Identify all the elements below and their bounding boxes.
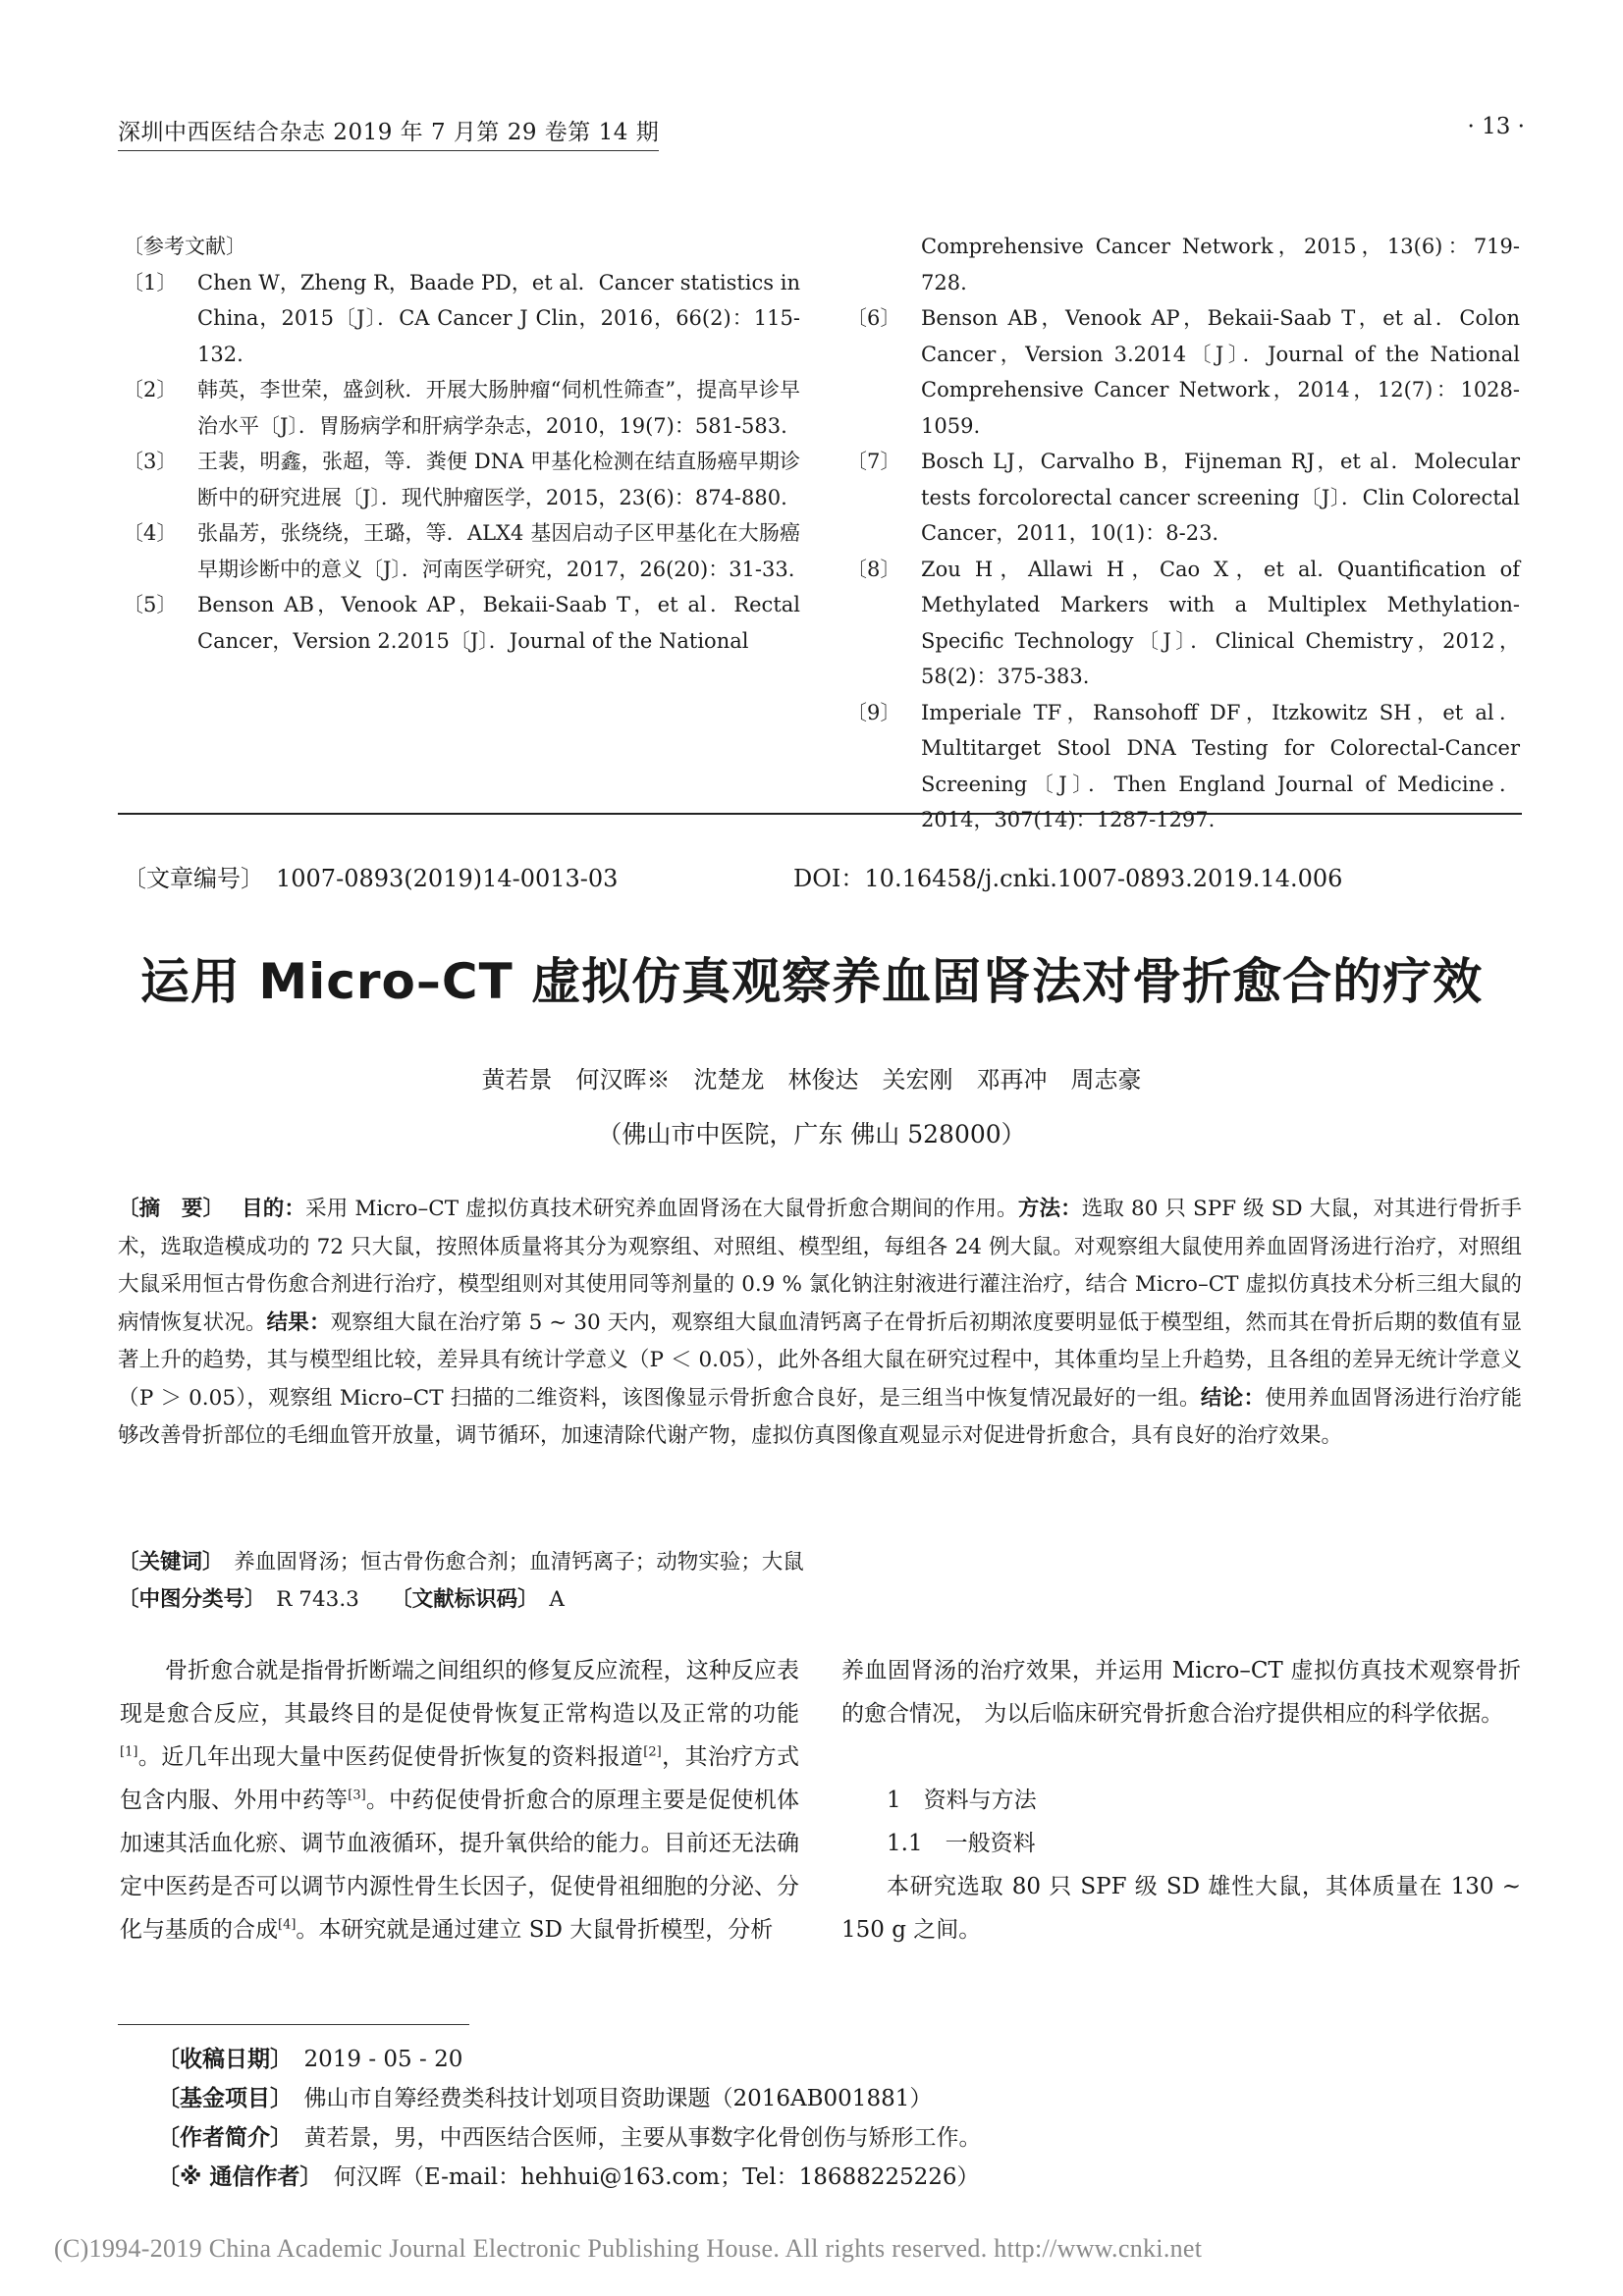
- reference-item: 〔9〕 Imperiale TF，Ransohoff DF，Itzkowitz SH，et al．Multitarget Stool DNA Testing for Colorectal-Cancer Screening〔J〕．Then England Journal of Medicine．2014，307(14)：1287-1297.: [846, 700, 1520, 831]
- references-right-column: [846, 229, 1520, 838]
- reference-item: 〔1〕 Chen W，Zheng R，Baade PD，et al．Cancer statistics in China，2015〔J〕．CA Cancer J Clin，2016，66(2)：115-132.: [123, 270, 800, 366]
- body-paragraph: 养血固肾汤的治疗效果，并运用 Micro–CT 虚拟仿真技术观察骨折的愈合情况， 为以后临床研究骨折愈合治疗提供相应的科学依据。: [841, 1658, 1521, 1727]
- citation-4[interactable]: [4]: [278, 1917, 297, 1933]
- citation-3[interactable]: [3]: [348, 1788, 366, 1803]
- affiliation: （佛山市中医院，广东 佛山 528000）: [597, 1120, 1026, 1148]
- reference-item: 〔2〕 韩英，李世荣，盛剑秋．开展大肠肿瘤“伺机性筛查”，提高早诊早治水平〔J〕．胃肠病学和肝病学杂志，2010，19(7)：581-583.: [123, 378, 800, 438]
- reference-continuation: Comprehensive Cancer Network，2015，13(6)：719-728.: [921, 235, 1520, 294]
- abstract-label: 〔摘 要〕: [118, 1197, 214, 1221]
- page-number: · 13 ·: [1467, 114, 1525, 139]
- body-right-column: [841, 1649, 1521, 1951]
- author-list: 黄若景 何汉晖※ 沈楚龙 林俊达 关宏刚 邓再冲 周志豪: [481, 1066, 1142, 1094]
- reference-item: 〔7〕 Bosch LJ，Carvalho B，Fijneman RJ，et al．Molecular tests forcolorectal cancer screening〔J〕．Clin Colorectal Cancer，2011，10(1)：8-23.: [846, 450, 1520, 545]
- citation-2[interactable]: [2]: [643, 1744, 662, 1760]
- body-paragraph: 本研究选取 80 只 SPF 级 SD 雄性大鼠，其体质量在 130 ~ 150 g 之间。: [841, 1874, 1521, 1943]
- footnote-correspondence: 〔※ 通信作者〕 何汉晖（E-mail：hehhui@163.com；Tel：18688225226）: [157, 2164, 980, 2190]
- body-left-column: 骨折愈合就是指骨折断端之间组织的修复反应流程，这种反应表现是愈合反应，其最终目的是促使骨恢复正常构造以及正常的功能[1]。近几年出现大量中医药促使骨折恢复的资料报道[2]，其治疗方式包含内服、外用中药等[3]。中药促使骨折愈合的原理主要是促使机体加速其活血化瘀、调节血液循环，提升氧供给的能力。目前还无法确定中医药是否可以调节内源性骨生长因子，促使骨祖细胞的分泌、分化与基质的合成[4]。本研究就是通过建立 SD 大鼠骨折模型，分析: [120, 1658, 800, 1943]
- copyright-notice: (C)1994-2019 China Academic Journal Electronic Publishing House. All rights reserved. http://www.cnki.net: [54, 2234, 1203, 2263]
- footnote-author: 〔作者简介〕 黄若景，男，中西医结合医师，主要从事数字化骨创伤与矫形工作。: [157, 2125, 982, 2151]
- classification-line: 〔中图分类号〕 R 743.3 〔文献标识码〕 A: [118, 1587, 565, 1612]
- reference-item: 〔4〕 张晶芳，张绕绕，王璐，等．ALX4 基因启动子区甲基化在大肠癌早期诊断中的意义〔J〕．河南医学研究，2017，26(20)：31-33.: [123, 521, 800, 581]
- footnote-fund: 〔基金项目〕 佛山市自筹经费类科技计划项目资助课题（2016AB001881）: [157, 2086, 933, 2111]
- running-header-journal: 深圳中西医结合杂志 2019 年 7 月第 29 卷第 14 期: [118, 114, 659, 151]
- footnotes: [157, 2040, 982, 2197]
- footnote-divider: [118, 2024, 469, 2025]
- article-title: 运用 Micro–CT 虚拟仿真观察养血固肾法对骨折愈合的疗效: [139, 953, 1484, 1010]
- citation-1[interactable]: [1]: [120, 1744, 138, 1760]
- section-heading-1-1: 1.1 一般资料: [887, 1831, 1036, 1856]
- references-heading: 〔参考文献〕: [123, 235, 246, 258]
- section-heading-1: 1 资料与方法: [887, 1788, 1037, 1813]
- abstract: 〔摘 要〕 目的：采用 Micro–CT 虚拟仿真技术研究养血固肾汤在大鼠骨折愈合期间的作用。方法：选取 80 只 SPF 级 SD 大鼠，对其进行骨折手术，选取造模成功的 72 只大鼠，按照体质量将其分为观察组、对照组、模型组，每组各 24 例大鼠。对观察组大鼠使用养血固肾汤进行治疗，对照组大鼠采用恒古骨伤愈合剂进行治疗，模型组则对其使用同等剂量的 0.9 % 氯化钠注射液进行灌注治疗，结合 Micro–CT 虚拟仿真技术分析三组大鼠的病情恢复状况。结果：观察组大鼠在治疗第 5 ~ 30 天内，观察组大鼠血清钙离子在骨折后初期浓度要明显低于模型组，然而其在骨折后期的数值有显著上升的趋势，其与模型组比较，差异具有统计学意义（P ＜ 0.05），此外各组大鼠在研究过程中，其体重均呈上升趋势，且各组的差异无统计学意义（P ＞ 0.05），观察组 Micro–CT 扫描的二维资料，该图像显示骨折愈合良好，是三组当中恢复情况最好的一组。结论：使用养血固肾汤进行治疗能够改善骨折部位的毛细血管开放量，调节循环，加速清除代谢产物，虚拟仿真图像直观显示对促进骨折愈合，具有良好的治疗效果。: [118, 1197, 1522, 1448]
- reference-item: 〔3〕 王裴，明鑫，张超，等．粪便 DNA 甲基化检测在结直肠癌早期诊断中的研究进展〔J〕．现代肿瘤医学，2015，23(6)：874-880.: [123, 450, 800, 509]
- article-doi: DOI：10.16458/j.cnki.1007-0893.2019.14.006: [793, 865, 1343, 892]
- article-number: 〔文章编号〕 1007-0893(2019)14-0013-03: [123, 865, 619, 892]
- references-left-column: [123, 229, 800, 659]
- reference-item: 〔5〕 Benson AB，Venook AP，Bekaii-Saab T，et al．Rectal Cancer，Version 2.2015〔J〕．Journal of the National: [123, 593, 800, 653]
- keywords-line: 〔关键词〕 养血固肾汤；恒古骨伤愈合剂；血清钙离子；动物实验；大鼠: [118, 1550, 804, 1575]
- reference-item: 〔8〕 Zou H，Allawi H，Cao X，et al. Quantification of Methylated Markers with a Multiplex Methylation-Specific Technology〔J〕．Clinical Chemistry，2012，58(2)：375-383.: [846, 557, 1520, 688]
- section-divider: [118, 813, 1522, 815]
- footnote-received: 〔收稿日期〕 2019 - 05 - 20: [157, 2047, 463, 2072]
- reference-item: 〔6〕 Benson AB，Venook AP，Bekaii-Saab T，et al．Colon Cancer，Version 3.2014〔J〕．Journal of the National Comprehensive Cancer Network，2014，12(7)：1028-1059.: [846, 306, 1520, 438]
- keywords-block: [118, 1544, 1522, 1619]
